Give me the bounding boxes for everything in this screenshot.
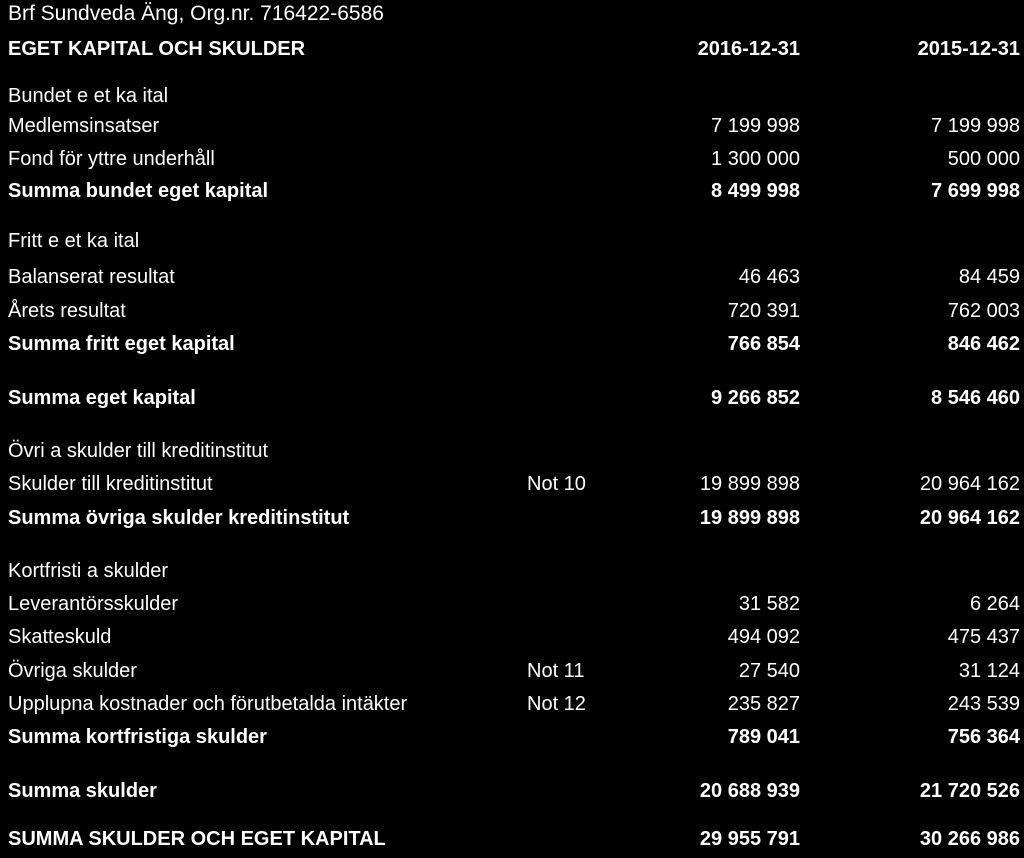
sum-row [0,726,1024,756]
total-label: Summa skulder [8,780,157,802]
fritt-heading-row [0,230,1024,260]
total-row [0,387,1024,417]
row-value-2016: 7 199 998 [711,115,800,137]
kort-heading: Kortfristi a skulder [8,560,169,582]
sum-value-2015: 20 964 162 [919,507,1020,529]
row-note: Not 12 [527,693,586,715]
table-row [0,660,1024,690]
row-value-2016: 46 463 [738,266,800,288]
table-header [0,38,1024,68]
row-label: Skatteskuld [8,626,112,648]
ovriga-heading-row [0,440,1024,470]
sum-value-2015: 846 462 [947,333,1020,355]
sum-row [0,507,1024,537]
column-2016: 2016-12-31 [697,38,800,60]
row-label: Balanserat resultat [8,266,175,288]
sum-value-2016: 766 854 [727,333,800,355]
row-value-2016: 31 582 [738,593,800,615]
row-value-2016: 1 300 000 [711,148,800,170]
row-value-2016: 19 899 898 [699,473,800,495]
sum-value-2016: 789 041 [727,726,800,748]
row-value-2015: 500 000 [947,148,1020,170]
row-value-2015: 84 459 [958,266,1020,288]
row-label: Leverantörsskulder [8,593,179,615]
row-label: Upplupna kostnader och förutbetalda intäkter [8,693,408,715]
sum-value-2016: 8 499 998 [711,180,800,202]
total-row [0,780,1024,810]
table-row [0,300,1024,330]
bundet-heading-row [0,85,1024,115]
row-value-2016: 27 540 [738,660,800,682]
row-value-2015: 31 124 [958,660,1020,682]
row-value-2015: 243 539 [947,693,1020,715]
sum-label: Summa bundet eget kapital [8,180,269,202]
table-row [0,473,1024,503]
section-title: EGET KAPITAL OCH SKULDER [8,38,306,60]
sum-value-2015: 756 364 [947,726,1020,748]
row-label: Årets resultat [8,300,126,322]
grand-total-row [0,828,1024,858]
table-row [0,693,1024,723]
company-line [0,2,1024,32]
row-value-2016: 720 391 [727,300,800,322]
grand-total-value-2015: 30 266 986 [919,828,1020,850]
table-row [0,266,1024,296]
grand-total-label: SUMMA SKULDER OCH EGET KAPITAL [8,828,386,850]
sum-row [0,180,1024,210]
column-2015: 2015-12-31 [917,38,1020,60]
table-row [0,626,1024,656]
company-name: Brf Sundveda Äng, Org.nr. 716422-6586 [8,2,384,25]
grand-total-value-2016: 29 955 791 [699,828,800,850]
row-value-2016: 494 092 [727,626,800,648]
row-value-2016: 235 827 [727,693,800,715]
total-label: Summa eget kapital [8,387,196,409]
table-row [0,115,1024,145]
table-row [0,593,1024,623]
row-label: Fond för yttre underhåll [8,148,215,170]
row-label: Skulder till kreditinstitut [8,473,213,495]
sum-label: Summa kortfristiga skulder [8,726,267,748]
row-label: Övriga skulder [8,660,137,682]
table-row [0,148,1024,178]
total-value-2015: 21 720 526 [919,780,1020,802]
sum-value-2015: 7 699 998 [931,180,1020,202]
sum-label: Summa övriga skulder kreditinstitut [8,507,350,529]
row-value-2015: 7 199 998 [931,115,1020,137]
sum-value-2016: 19 899 898 [699,507,800,529]
bundet-heading: Bundet e et ka ital [8,85,169,107]
sum-label: Summa fritt eget kapital [8,333,235,355]
row-note: Not 11 [527,660,585,682]
sum-row [0,333,1024,363]
row-value-2015: 20 964 162 [919,473,1020,495]
row-value-2015: 762 003 [947,300,1020,322]
row-value-2015: 6 264 [969,593,1020,615]
total-value-2015: 8 546 460 [931,387,1020,409]
kort-heading-row [0,560,1024,590]
row-value-2015: 475 437 [947,626,1020,648]
row-note: Not 10 [527,473,586,495]
ovriga-heading: Övri a skulder till kreditinstitut [8,440,269,462]
total-value-2016: 9 266 852 [711,387,800,409]
total-value-2016: 20 688 939 [699,780,800,802]
row-label: Medlemsinsatser [8,115,160,137]
fritt-heading: Fritt e et ka ital [8,230,140,252]
